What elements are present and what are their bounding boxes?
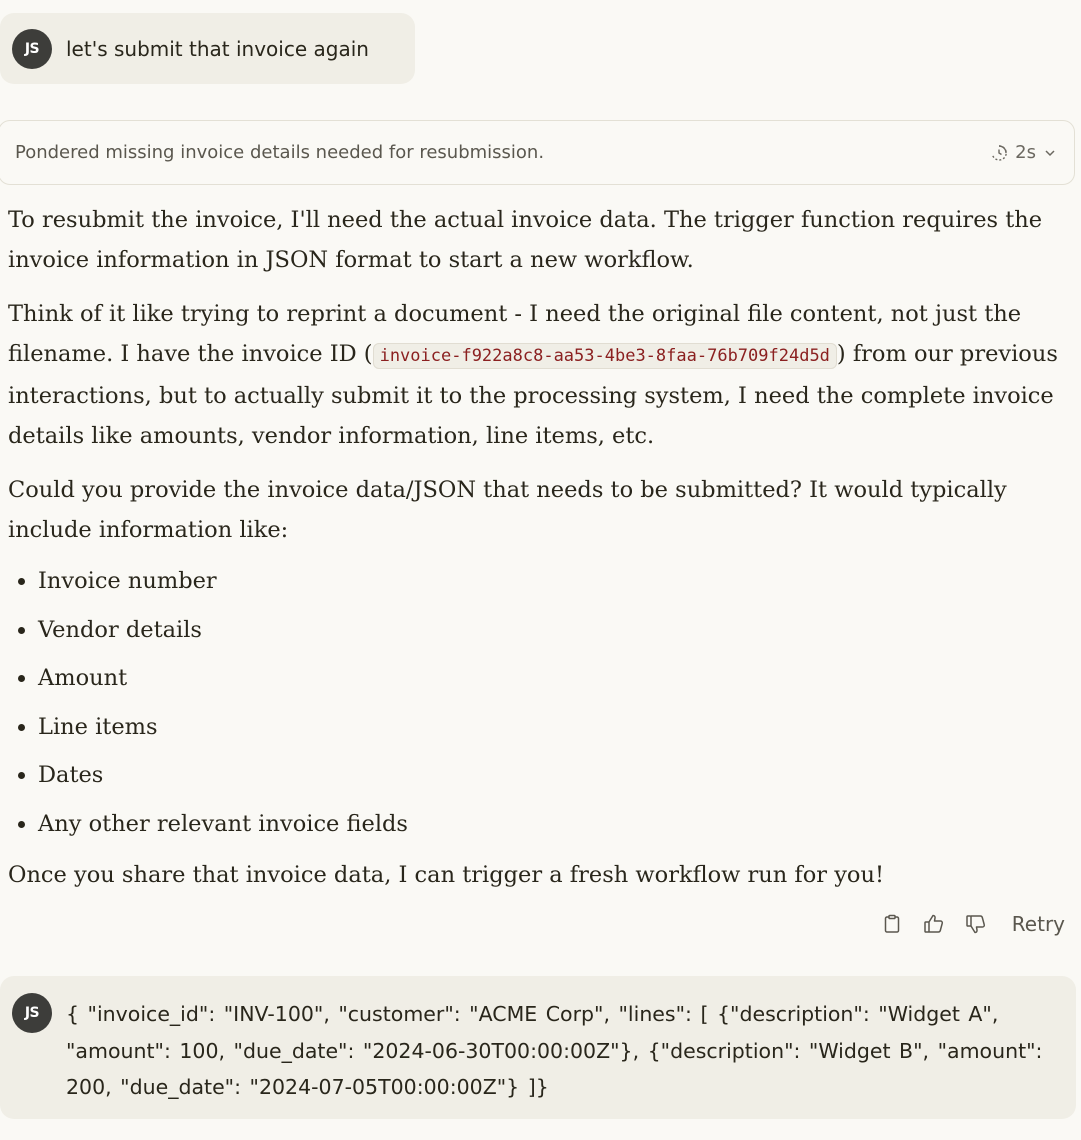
timer-icon: [989, 143, 1009, 163]
response-paragraph: Think of it like trying to reprint a document - I need the original file content, not just the filename. I have the invoice ID ( invoice-f922a8c8-aa53-4be3-8faa-76b709f24d5d ) from our previous interactions, but to actually submit it to the processing system, I need the complete invoice details like amounts, vendor information, line items, etc.: [8, 301, 1058, 449]
list-item: • Invoice number: [38, 564, 1068, 598]
clipboard-icon[interactable]: [880, 912, 904, 936]
list-item: • Amount: [38, 661, 1068, 695]
thinking-duration: 2s: [1015, 142, 1036, 163]
response-paragraph: Could you provide the invoice data/JSON that needs to be submitted? It would typically include information like:: [8, 477, 1007, 543]
chevron-down-icon[interactable]: [1042, 145, 1058, 161]
thinking-summary-toggle[interactable]: [0, 120, 1075, 185]
user-avatar: JS: [12, 29, 52, 69]
thumbs-up-icon[interactable]: [922, 912, 946, 936]
thinking-summary-text: Pondered missing invoice details needed for resubmission.: [15, 142, 545, 163]
thumbs-down-icon[interactable]: [964, 912, 988, 936]
user-avatar: JS: [12, 993, 52, 1033]
list-item: • Dates: [38, 758, 1068, 792]
field-list: [8, 564, 1068, 841]
assistant-response: [8, 200, 1068, 909]
thinking-meta: [989, 142, 1058, 163]
user-message-text: { "invoice_id": "INV-100", "customer": "ACME Corp", "lines": [ {"description": "Widget A", "amount": 100, "due_date": "2024-06-30T00:00:00Z"}, {"description": "Widget B", "amount": 200, "due_date": "2024-07-05T00:00:00Z"} ]}: [66, 1002, 1043, 1099]
invoice-id-code: invoice-f922a8c8-aa53-4be3-8faa-76b709f24d5d: [373, 343, 837, 369]
response-paragraph: Once you share that invoice data, I can trigger a fresh workflow run for you!: [8, 862, 885, 888]
response-paragraph: To resubmit the invoice, I'll need the actual invoice data. The trigger function requires the invoice information in JSON format to start a new workflow.: [8, 207, 1043, 273]
user-message-bubble: [0, 976, 1076, 1119]
list-item: • Vendor details: [38, 613, 1068, 647]
user-message-text: let's submit that invoice again: [66, 36, 369, 61]
retry-button[interactable]: Retry: [1011, 912, 1065, 936]
user-message-bubble: [0, 13, 415, 84]
message-actions: [880, 912, 1065, 936]
list-item: • Any other relevant invoice fields: [38, 807, 1068, 841]
list-item: • Line items: [38, 710, 1068, 744]
